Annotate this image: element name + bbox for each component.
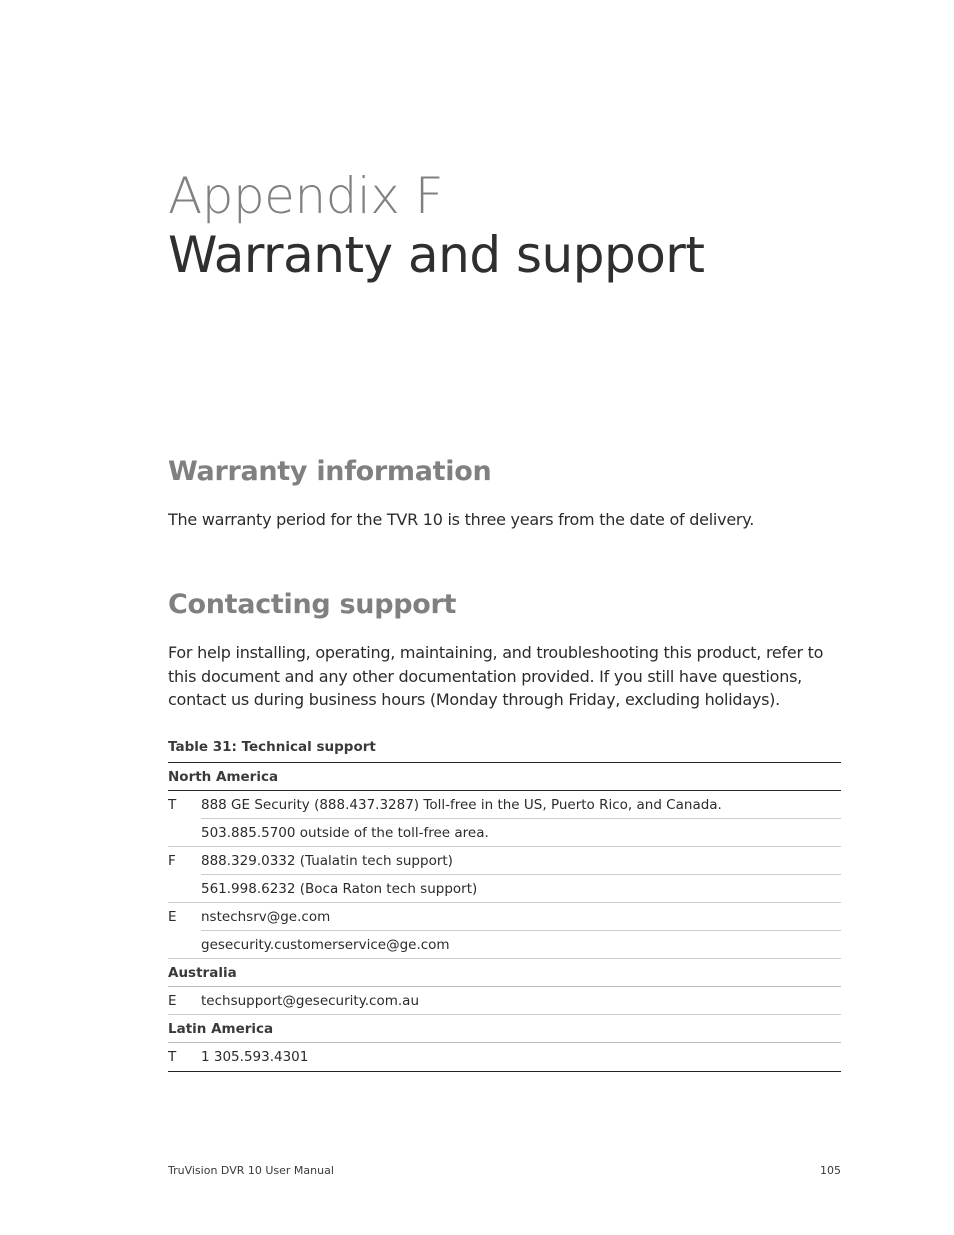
contacting-support-paragraph: For help installing, operating, maintaining, and troubleshooting this product, refer to this document and any other documentation provided. If you still have questions, contact us during business hours (Monday through Friday, excluding holidays). [168,643,824,709]
warranty-paragraph: The warranty period for the TVR 10 is three years from the date of delivery. [168,510,755,529]
contact-value: 888.329.0332 (Tualatin tech support) [201,847,841,875]
region-label: Australia [168,964,237,981]
footer-page-number: 105 [820,1164,841,1177]
appendix-title: Warranty and support [168,226,705,284]
contact-value: 888 GE Security (888.437.3287) Toll-free in the US, Puerto Rico, and Canada. [201,791,841,819]
footer-manual-title: TruVision DVR 10 User Manual [168,1164,334,1177]
table-row [168,875,841,903]
contact-type [168,819,201,846]
contact-type: E [168,909,177,925]
table-row [168,931,841,959]
table-caption: Table 31: Technical support [168,739,376,755]
technical-support-table [168,762,841,1072]
table-region-north-america [168,763,841,791]
table-region-australia [168,959,841,987]
contact-email-link[interactable]: nstechsrv@ge.com [201,903,841,931]
contact-value: 1 305.593.4301 [201,1049,309,1065]
contact-type: F [168,853,176,869]
region-label: Latin America [168,1020,274,1037]
warranty-heading: Warranty information [168,456,492,487]
table-row [168,903,841,931]
table-row [168,987,841,1015]
contact-email-link[interactable]: gesecurity.customerservice@ge.com [201,936,450,953]
table-row [168,847,841,875]
contact-email-link[interactable]: techsupport@gesecurity.com.au [201,992,420,1009]
contact-type [168,875,201,902]
contact-type: E [168,992,177,1009]
contact-value: 503.885.5700 outside of the toll-free area. [201,824,489,841]
region-label: North America [168,768,279,785]
appendix-label: Appendix F [168,167,444,225]
contact-type: T [168,1049,177,1065]
document-page [168,0,841,1235]
contacting-support-heading: Contacting support [168,589,457,620]
contact-value: 561.998.6232 (Boca Raton tech support) [201,880,478,897]
table-row [168,791,841,819]
table-row [168,819,841,847]
contact-type: T [168,797,177,813]
table-row [168,1043,841,1071]
contact-type [168,931,201,958]
table-region-latin-america [168,1015,841,1043]
